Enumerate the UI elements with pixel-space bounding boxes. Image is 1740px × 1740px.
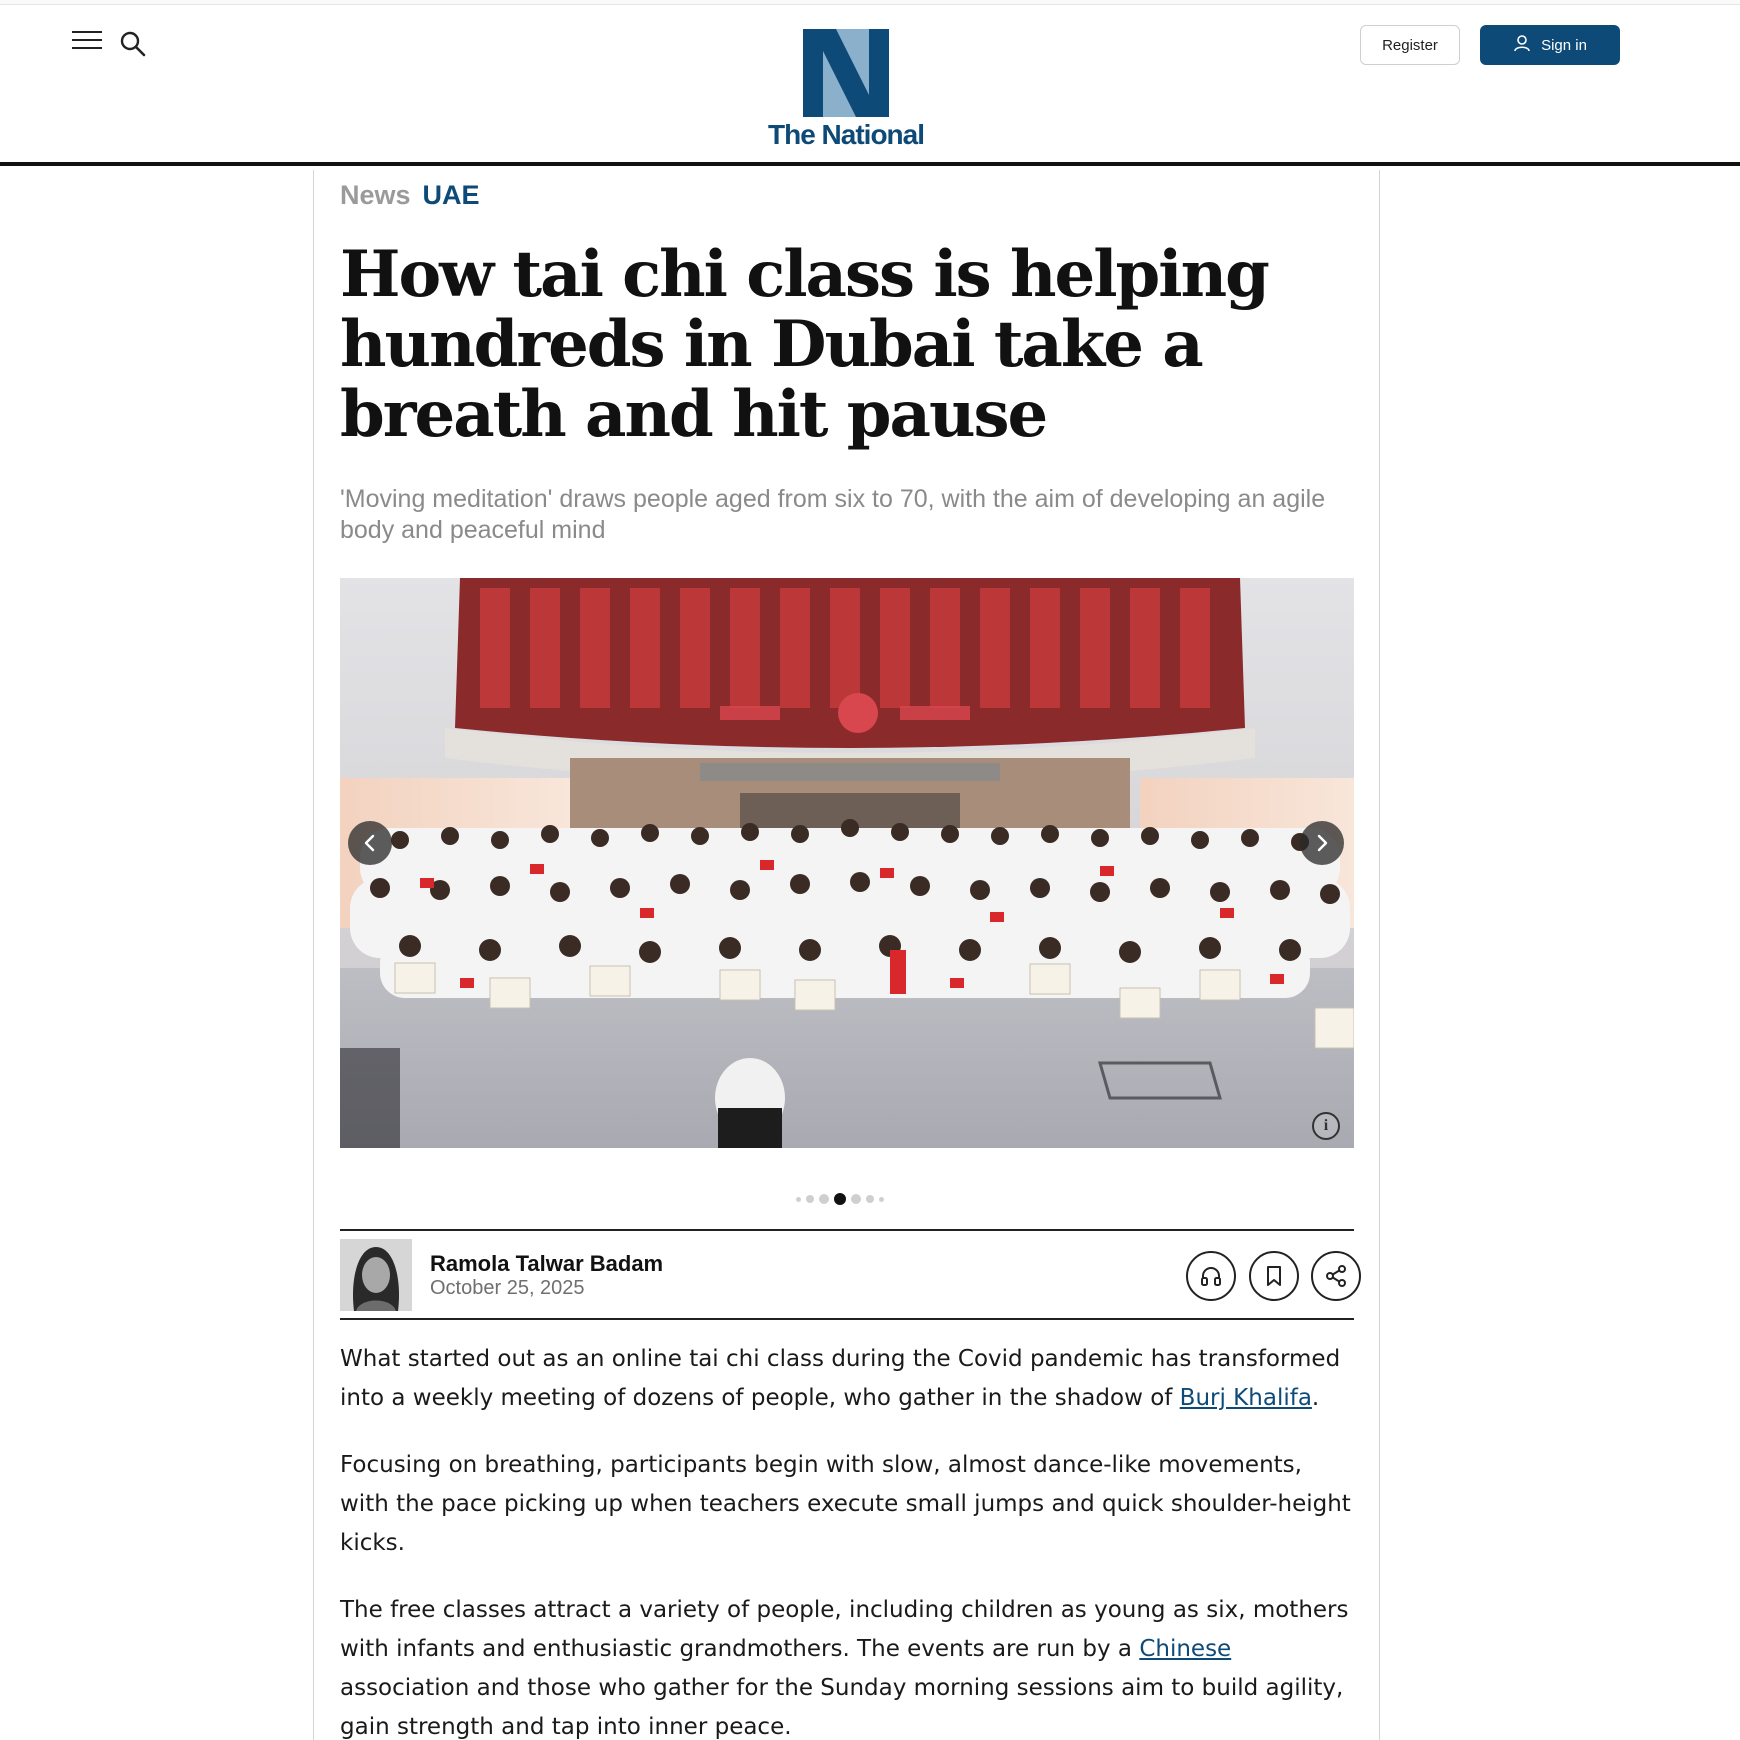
paragraph-text: association and those who gather for the Sunday morning sessions aim to build agility, gain strength and tap into inner peace. bbox=[340, 1675, 1344, 1740]
article-body bbox=[340, 1340, 1354, 1740]
paragraph-text: . bbox=[1311, 1385, 1320, 1411]
bookmark-icon bbox=[1262, 1264, 1286, 1288]
share-icon bbox=[1324, 1264, 1348, 1288]
byline bbox=[340, 1229, 1354, 1320]
breadcrumb-uae[interactable]: UAE bbox=[422, 180, 480, 210]
sign-in-button[interactable] bbox=[1480, 25, 1620, 65]
gallery-dot[interactable] bbox=[796, 1197, 801, 1202]
chevron-right-icon bbox=[1312, 833, 1332, 853]
gallery-dot[interactable] bbox=[806, 1195, 814, 1203]
gallery-prev-button[interactable] bbox=[348, 821, 392, 865]
gallery-dot[interactable] bbox=[834, 1193, 846, 1205]
user-icon bbox=[1513, 34, 1531, 56]
article-paragraph bbox=[340, 1340, 1354, 1418]
article-paragraph bbox=[340, 1591, 1354, 1740]
site-header bbox=[0, 5, 1740, 166]
gallery-photo bbox=[340, 578, 1354, 1148]
link-burj-khalifa[interactable]: Burj Khalifa bbox=[1179, 1385, 1312, 1411]
headphones-icon bbox=[1199, 1264, 1223, 1288]
listen-button[interactable] bbox=[1186, 1251, 1236, 1301]
publish-date: October 25, 2025 bbox=[430, 1277, 585, 1299]
breadcrumb bbox=[340, 180, 480, 211]
menu-icon[interactable] bbox=[72, 31, 104, 57]
paragraph-text: What started out as an online tai chi class during the Covid pandemic has transformed into a weekly meeting of dozens of people, who gather in the shadow of bbox=[340, 1346, 1341, 1411]
gallery-dot[interactable] bbox=[851, 1194, 861, 1204]
gallery-image[interactable] bbox=[340, 578, 1354, 1148]
author-name[interactable]: Ramola Talwar Badam bbox=[430, 1251, 664, 1276]
gallery-dot[interactable] bbox=[819, 1194, 829, 1204]
register-button[interactable]: Register bbox=[1360, 25, 1460, 65]
sign-in-label: Sign in bbox=[1541, 36, 1587, 54]
gallery-dot[interactable] bbox=[866, 1195, 874, 1203]
gallery-pagination bbox=[796, 1192, 896, 1206]
breadcrumb-news[interactable]: News bbox=[340, 180, 411, 210]
article-standfirst: 'Moving meditation' draws people aged from six to 70, with the aim of developing an agile body and peaceful mind bbox=[340, 485, 1326, 544]
site-name: The National bbox=[767, 119, 924, 150]
article-headline: How tai chi class is helping hundreds in Dubai take a breath and hit pause bbox=[340, 237, 1268, 452]
column-divider-left bbox=[313, 170, 314, 1740]
site-logo[interactable] bbox=[756, 25, 936, 155]
column-divider-right bbox=[1379, 170, 1380, 1740]
article-paragraph: Focusing on breathing, participants begin with slow, almost dance-like movements, with the pace picking up when teachers execute small jumps and quick shoulder-height kicks. bbox=[340, 1452, 1351, 1556]
chevron-left-icon bbox=[360, 833, 380, 853]
info-icon[interactable]: i bbox=[1312, 1112, 1340, 1140]
gallery-next-button[interactable] bbox=[1300, 821, 1344, 865]
bookmark-button[interactable] bbox=[1249, 1251, 1299, 1301]
search-icon[interactable] bbox=[118, 29, 148, 59]
author-avatar[interactable] bbox=[340, 1239, 412, 1311]
paragraph-text: The free classes attract a variety of people, including children as young as six, mothers with infants and enthusiastic grandmothers. The events are run by a bbox=[340, 1597, 1349, 1662]
share-button[interactable] bbox=[1311, 1251, 1361, 1301]
link-chinese[interactable]: Chinese bbox=[1139, 1636, 1232, 1662]
gallery-dot[interactable] bbox=[879, 1197, 884, 1202]
